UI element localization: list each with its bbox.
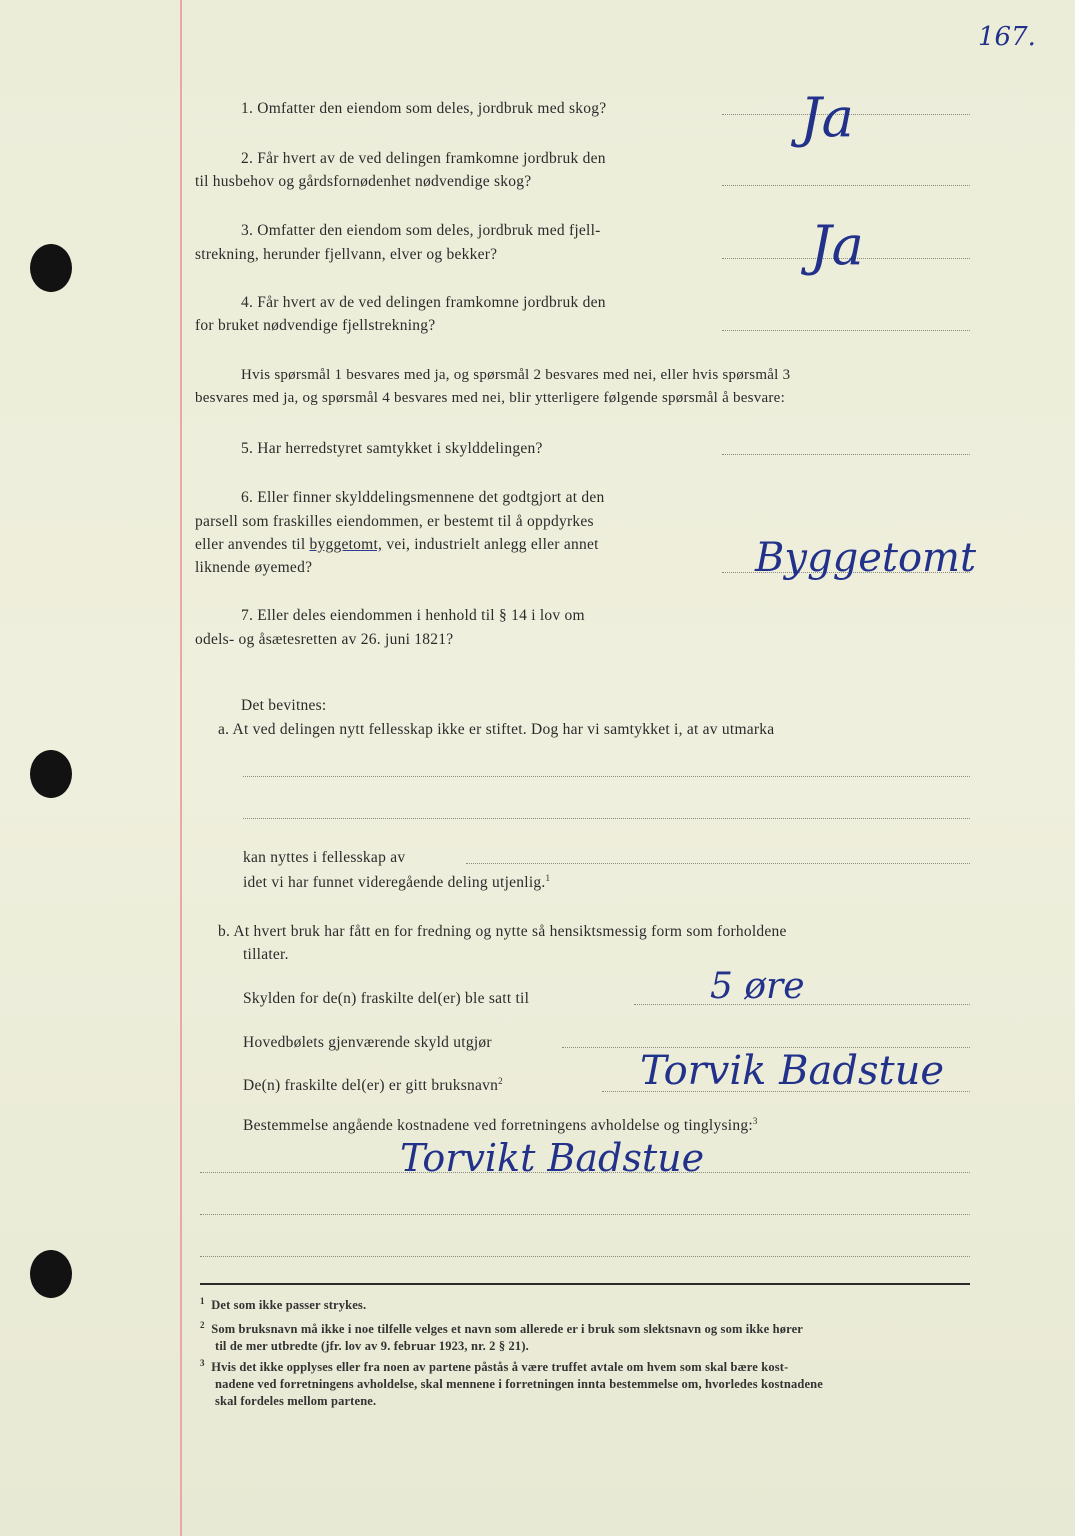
kostnader-answer: Torvikt Badstue [400,1136,705,1180]
bestemmelse-label: Bestemmelse angående kostnadene ved forretningens avholdelse og tinglysing:$^3$ [243,1115,758,1134]
testimony-a-line-1: a. At ved delingen nytt fellesskap ikke er stiftet. Dog har vi samtykket i, at av utmarka [218,721,775,738]
punch-hole [30,244,72,292]
question-3-line-2: strekning, herunder fjellvann, elver og bekker? [195,246,498,263]
bruksnavn-label: De(n) fraskilte del(er) er gitt bruksnavn$^2$ [243,1075,503,1094]
underlined-byggetomt: byggetomt, [309,536,383,553]
testimony-heading: Det bevitnes: [241,697,327,714]
testimony-b-line-2: tillater. [243,946,289,963]
blank-line [466,863,970,864]
instruction-line-1: Hvis spørsmål 1 besvares med ja, og spørsmål 2 besvares med nei, eller hvis spørsmål 3 [241,367,791,383]
question-5: 5. Har herredstyret samtykket i skylddelingen? [241,440,543,457]
footnote-2-line-1: $^2$ Som bruksnavn må ikke i noe tilfelle velges et navn som allerede er i bruk som slektsnavn og som ikke hører [200,1319,803,1336]
question-7-line-2: odels- og åsætesretten av 26. juni 1821? [195,631,454,648]
question-6-line-3: eller anvendes til byggetomt, vei, industrielt anlegg eller annet [195,536,599,553]
footnote-2-line-2: til de mer utbredte (jfr. lov av 9. februar 1923, nr. 2 § 21). [215,1339,529,1353]
hovedbol-label: Hovedbølets gjenværende skyld utgjør [243,1034,492,1051]
skyld-label: Skylden for de(n) fraskilte del(er) ble satt til [243,990,530,1007]
question-4-line-1: 4. Får hvert av de ved delingen framkomne jordbruk den [241,294,606,311]
blank-line [243,818,970,819]
question-6-line-2: parsell som fraskilles eiendommen, er bestemt til å oppdyrkes [195,513,594,530]
skyld-answer: 5 øre [710,966,805,1007]
question-2-line-1: 2. Får hvert av de ved delingen framkomne jordbruk den [241,150,606,167]
answer-6: Byggetomt [755,535,977,581]
question-7-line-1: 7. Eller deles eiendommen i henhold til § 14 i lov om [241,607,585,624]
question-2-line-2: til husbehov og gårdsfornødenhet nødvendige skog? [195,173,532,190]
utjenlig-text: idet vi har funnet videregående deling utjenlig.$^1$ [243,872,551,891]
answer-1: Ja [800,86,854,149]
instruction-line-2: besvares med ja, og spørsmål 4 besvares med nei, blir ytterligere følgende spørsmål å besvare: [195,390,785,406]
answer-line [722,330,970,331]
fellesskap-label: kan nyttes i fellesskap av [243,849,406,866]
footnote-divider [200,1283,970,1285]
answer-3: Ja [810,214,864,277]
question-4-line-2: for bruket nødvendige fjellstrekning? [195,317,436,334]
question-1: 1. Omfatter den eiendom som deles, jordbruk med skog? [241,100,607,117]
answer-line [722,454,970,455]
footnote-3-line-2: nadene ved forretningens avholdelse, skal mennene i forretningen innta bestemmelse om, hvorledes kostnadene [215,1377,823,1391]
testimony-b-line-1: b. At hvert bruk har fått en for fredning og nytte så hensiktsmessig form som forholdene [218,923,787,940]
blank-line [200,1256,970,1257]
question-6-line-1: 6. Eller finner skylddelingsmennene det godtgjort at den [241,489,605,506]
answer-line [722,185,970,186]
page-number: 167. [978,22,1036,52]
punch-hole [30,1250,72,1298]
footnote-3-line-3: skal fordeles mellom partene. [215,1394,377,1408]
blank-line [200,1214,970,1215]
punch-hole [30,750,72,798]
margin-line [180,0,182,1536]
footnote-1: $^1$ Det som ikke passer strykes. [200,1295,367,1312]
question-6-line-4: liknende øyemed? [195,559,313,576]
blank-line [243,776,970,777]
bruksnavn-answer: Torvik Badstue [640,1048,945,1094]
footnote-3-line-1: $^3$ Hvis det ikke opplyses eller fra noen av partene påstås å være truffet avtale om hvem som skal bære kost- [200,1357,789,1374]
question-3-line-1: 3. Omfatter den eiendom som deles, jordbruk med fjell- [241,222,601,239]
